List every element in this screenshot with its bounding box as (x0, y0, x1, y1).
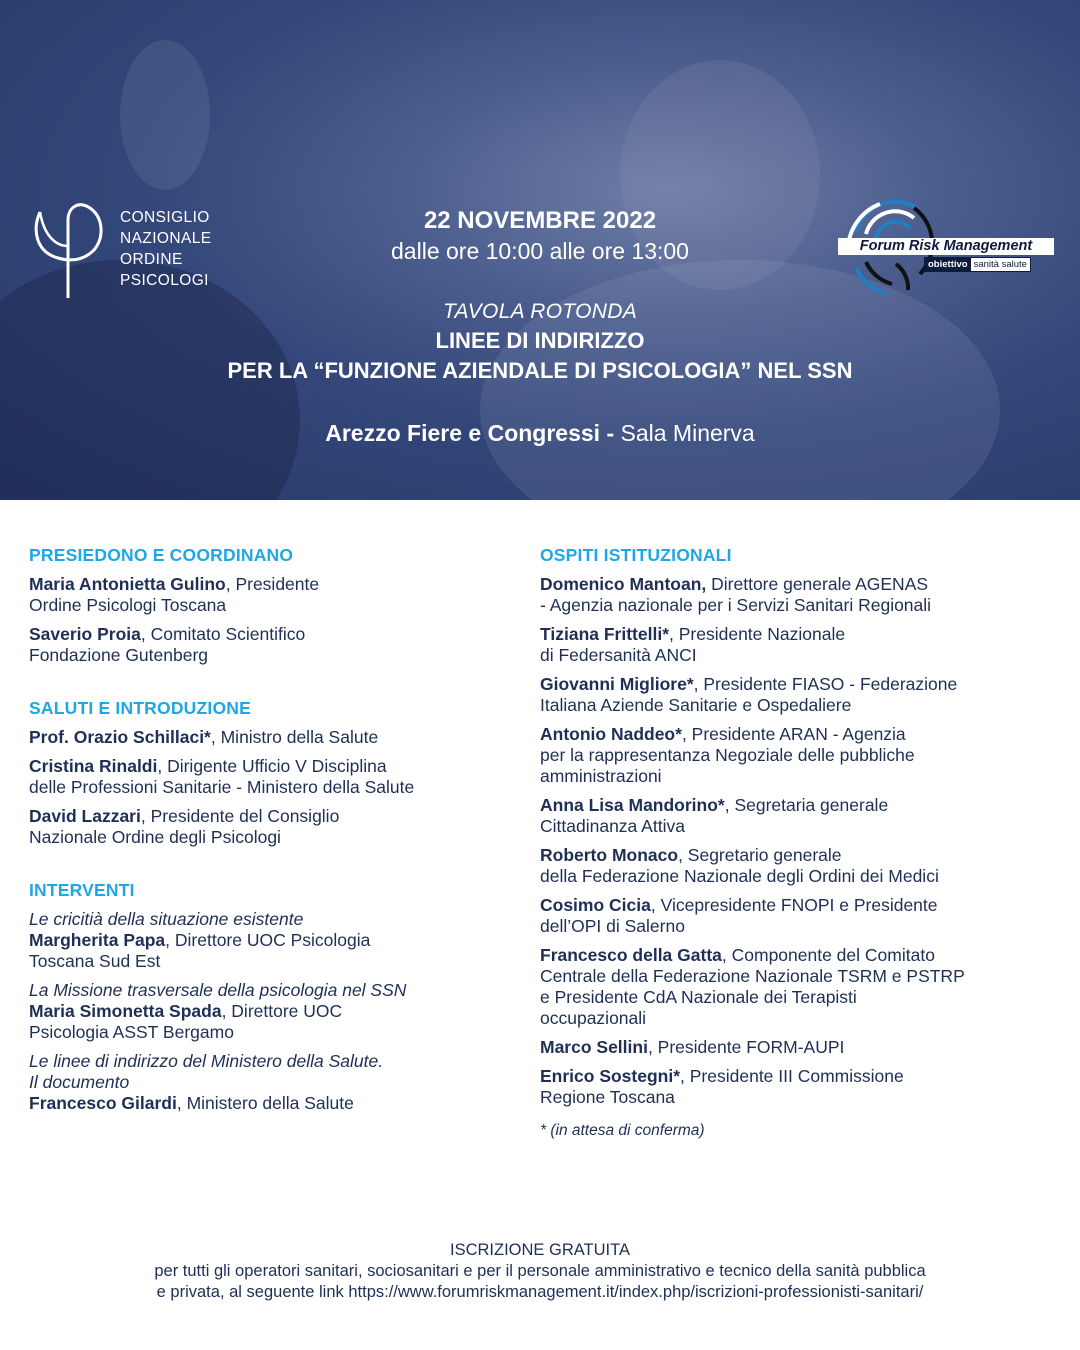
speaker-role: , Direttore UOC Psicologia (165, 930, 371, 950)
speaker-entry (29, 574, 519, 616)
talk-topic: Le cricitià della situazione esistente (29, 909, 304, 929)
confirmation-note: * (in attesa di conferma) (540, 1122, 705, 1139)
logo-line: NAZIONALE (120, 230, 212, 247)
guest-entry (540, 795, 1060, 837)
speaker-role: Ordine Psicologi Toscana (29, 595, 227, 615)
event-date: 22 NOVEMBRE 2022 (423, 207, 657, 234)
guest-name: Domenico Mantoan, (540, 574, 707, 594)
guest-role: , Segretaria generale (724, 795, 889, 815)
guest-name: Antonio Naddeo* (540, 724, 682, 744)
talk-topic: Il documento (29, 1072, 130, 1092)
speaker-entry (29, 806, 519, 848)
guest-name: Francesco della Gatta (540, 945, 722, 965)
guest-name: Anna Lisa Mandorino* (540, 795, 725, 815)
partner-tag-bold: obiettivo (925, 258, 971, 271)
guest-role: e Presidente CdA Nazionale dei Terapisti (540, 987, 857, 1007)
guest-name: Cosimo Cicia (540, 895, 651, 915)
guest-role: , Presidente III Commissione (680, 1066, 904, 1086)
guest-role: , Componente del Comitato (721, 945, 935, 965)
guest-role: di Federsanità ANCI (540, 645, 697, 665)
footer-text: per tutti gli operatori sanitari, sociosanitari e per il personale amministrativo e tecnico della sanità pubblica (154, 1262, 926, 1280)
guest-role: Italiana Aziende Sanitarie e Ospedaliere (540, 695, 852, 715)
section-title: SALUTI E INTRODUZIONE (29, 698, 251, 718)
speaker-role: , Presidente (225, 574, 320, 594)
guest-entry (540, 674, 1060, 716)
guest-entry (540, 724, 1060, 787)
talk-topic: La Missione trasversale della psicologia nel SSN (29, 980, 407, 1000)
venue-room: Sala Minerva (614, 420, 755, 446)
guest-name: Roberto Monaco (540, 845, 679, 865)
guest-role: per la rappresentanza Negoziale delle pubbliche (540, 745, 915, 765)
speaker-role: Psicologia ASST Bergamo (29, 1022, 234, 1042)
talk-topic: Le linee di indirizzo del Ministero della Salute. (29, 1051, 384, 1071)
speaker-role: Fondazione Gutenberg (29, 645, 209, 665)
guest-role: dell’OPI di Salerno (540, 916, 685, 936)
speaker-name: Cristina Rinaldi (29, 756, 158, 776)
program-right-column (540, 545, 1060, 1140)
guest-entry (540, 845, 1060, 887)
guest-name: Marco Sellini (540, 1037, 648, 1057)
speaker-role: , Presidente del Consiglio (140, 806, 340, 826)
speaker-role: , Ministero della Salute (176, 1093, 354, 1113)
guest-role: , Presidente ARAN - Agenzia (681, 724, 906, 744)
guest-role: , Presidente FIASO - Federazione (693, 674, 958, 694)
guest-role: occupazionali (540, 1008, 647, 1028)
section-title: OSPITI ISTITUZIONALI (540, 545, 732, 565)
event-kind: TAVOLA ROTONDA (442, 300, 638, 323)
speaker-name: Maria Antonietta Gulino (29, 574, 226, 594)
talk-entry (29, 1051, 519, 1114)
speaker-name: Prof. Orazio Schillaci* (29, 727, 211, 747)
speaker-role: Nazionale Ordine degli Psicologi (29, 827, 281, 847)
guest-role: Direttore generale AGENAS (706, 574, 929, 594)
guest-entry (540, 945, 1060, 1029)
guest-role: amministrazioni (540, 766, 662, 786)
guest-entry (540, 624, 1060, 666)
logo-line: CONSIGLIO (120, 209, 210, 226)
venue-name: Arezzo Fiere e Congressi - (325, 420, 615, 446)
background-photo-window (120, 40, 210, 190)
speaker-entry (29, 727, 519, 748)
guest-role: , Presidente FORM-AUPI (647, 1037, 845, 1057)
registration-footer (0, 1240, 1080, 1303)
guest-role: , Presidente Nazionale (669, 624, 846, 644)
speaker-role: , Dirigente Ufficio V Disciplina (157, 756, 387, 776)
guest-role: della Federazione Nazionale degli Ordini dei Medici (540, 866, 939, 886)
guest-role: , Segretario generale (678, 845, 842, 865)
speaker-entry (29, 756, 519, 798)
speaker-name: Margherita Papa (29, 930, 166, 950)
speaker-role: Toscana Sud Est (29, 951, 161, 971)
guest-role: Regione Toscana (540, 1087, 675, 1107)
logo-line: ORDINE (120, 251, 183, 268)
guest-entry (540, 1066, 1060, 1108)
guest-name: Enrico Sostegni* (540, 1066, 681, 1086)
speaker-name: Saverio Proia (29, 624, 141, 644)
speaker-name: Maria Simonetta Spada (29, 1001, 222, 1021)
speaker-name: David Lazzari (29, 806, 141, 826)
guest-entry (540, 1037, 1060, 1058)
section-title: PRESIEDONO E COORDINANO (29, 545, 294, 565)
speaker-role: , Comitato Scientifico (140, 624, 306, 644)
guest-role: Centrale della Federazione Nazionale TSRM e PSTRP (540, 966, 965, 986)
footer-heading: ISCRIZIONE GRATUITA (450, 1241, 630, 1259)
partner-logo-name: Forum Risk Management (838, 238, 1054, 255)
header-banner (0, 0, 1080, 500)
guest-role: - Agenzia nazionale per i Servizi Sanitari Regionali (540, 595, 932, 615)
guest-name: Tiziana Frittelli* (540, 624, 670, 644)
program-left-column (29, 545, 519, 1122)
footer-link-text[interactable]: e privata, al seguente link https://www.forumriskmanagement.it/index.php/iscrizioni-professionisti-sanitari/ (156, 1283, 924, 1301)
event-title: PER LA “FUNZIONE AZIENDALE DI PSICOLOGIA” NEL SSN (227, 358, 853, 383)
talk-entry (29, 909, 519, 972)
speaker-role: delle Professioni Sanitarie - Ministero della Salute (29, 777, 415, 797)
speaker-role: , Ministro della Salute (210, 727, 379, 747)
guest-entry (540, 574, 1060, 616)
speaker-entry (29, 624, 519, 666)
guest-name: Giovanni Migliore* (540, 674, 694, 694)
event-title: LINEE DI INDIRIZZO (435, 328, 645, 353)
section-title: INTERVENTI (29, 880, 135, 900)
guest-role: Cittadinanza Attiva (540, 816, 685, 836)
speaker-name: Francesco Gilardi (29, 1093, 177, 1113)
event-venue (0, 420, 1080, 447)
logo-line: PSICOLOGI (120, 272, 209, 289)
speaker-role: , Direttore UOC (221, 1001, 343, 1021)
guest-role: , Vicepresidente FNOPI e Presidente (650, 895, 938, 915)
guest-entry (540, 895, 1060, 937)
talk-entry (29, 980, 519, 1043)
event-time: dalle ore 10:00 alle ore 13:00 (391, 238, 689, 264)
partner-tag-rest: sanità salute (973, 259, 1027, 270)
